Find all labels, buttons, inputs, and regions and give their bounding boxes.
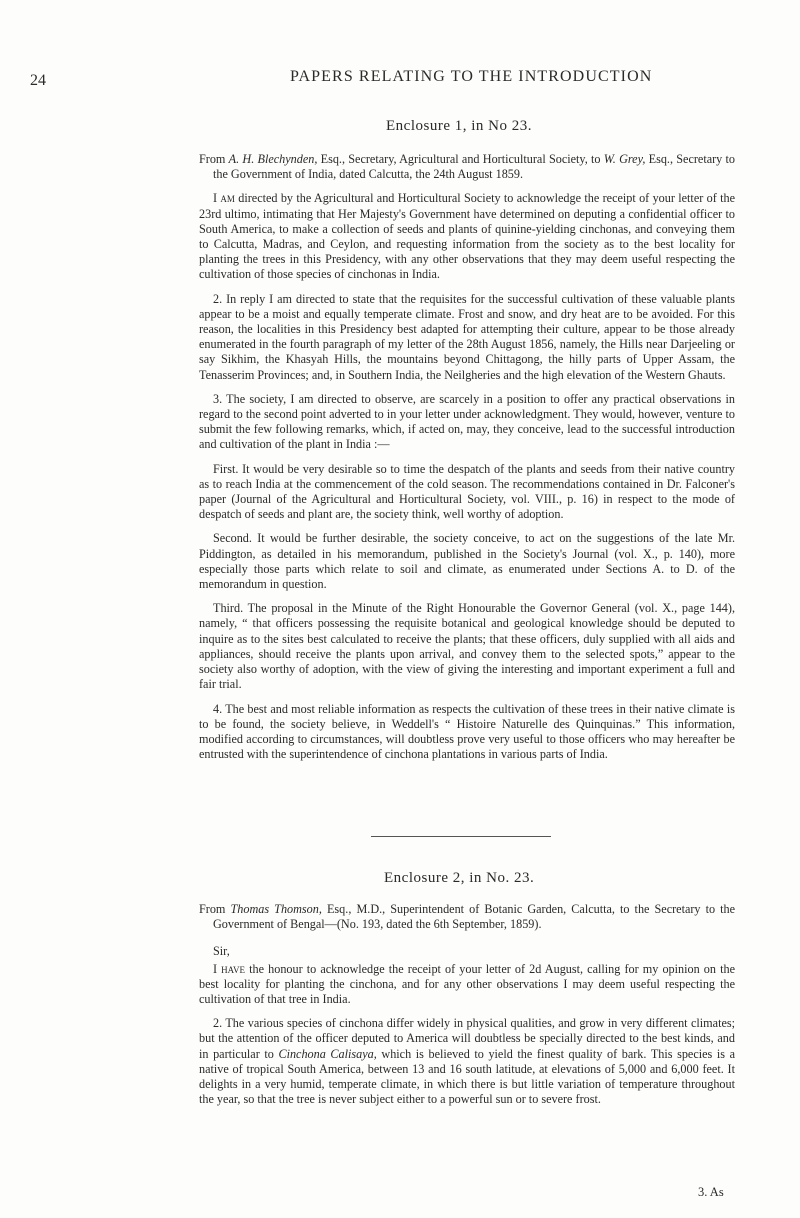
enclosure-1-from-line: [199, 152, 735, 182]
paragraph-2-text-a: 2. The various species of cinchona differ widely in physical qualities, and grow in very different climates; but the attention of the officer deputed to America will doubtless be specially directed to the best kinds, and in particular to: [199, 1016, 735, 1061]
paragraph-4: 4. The best and most reliable information as respects the cultivation of these trees in their native climate is to be found, the society believe, in Weddell's “ Histoire Naturelle des Quinquinas.” This information, modified according to circumstances, will doubtless prove very useful to those officers who may hereafter be entrusted with the superintendence of cinchona plantations in various parts of India.: [199, 701, 735, 762]
species-name: Cinchona Calisaya,: [278, 1046, 377, 1061]
sender-title: Esq.,: [321, 902, 357, 916]
sender-role: , Superintendent of Botanic Garden, Calcutta, to the Secretary to the Government of Bengal—(No. 193, dated the 6th September, 1859).: [213, 902, 736, 932]
paragraph-2: [199, 1016, 735, 1107]
paragraph-2-text-b: which is believed to yield the finest quality of bark. This species is a native of tropical South America, between 13 and 16 south latitude, at elevations of 5,000 and 6,000 feet. It delights in a very humid, temperate climate, in which there is but little variation of temperature throughout the year, so that the tree is never subject either to a powerful sun or to severe frost.: [199, 1046, 735, 1107]
paragraph-second: Second. It would be further desirable, the society conceive, to act on the suggestions of the late Mr. Piddington, as detailed in his memorandum, published in the Society's Journal (vol. X., p. 140), more especially those parts which relate to soil and climate, as enumerated under Sections A. to D. of the memorandum in question.: [199, 531, 735, 592]
paragraph-1: [199, 962, 735, 1008]
paragraph-first: First. It would be very desirable so to time the despatch of the plants and seeds from their native country as to reach India at the commencement of the cold season. The recommendations contained in Dr. Falconer's paper (Journal of the Agricultural and Horticultural Society, vol. VIII., p. 16) in respect to the mode of despatch of seeds and plant are, the society think, well worthy of adoption.: [199, 461, 735, 522]
paragraph-2: 2. In reply I am directed to state that the requisites for the successful cultivation of these valuable plants appear to be a moist and equally temperate climate. Frost and snow, and dry heat are to be avoided. For this reason, the localities in this Presidency best adapted for attempting their culture, appear to be those already enumerated in the fourth paragraph of my letter of the 28th August 1856, namely, the Hills near Darjeeling or say Sikhim, the Khasyah Hills, the mountains beyond Chittagong, the hilly parts of Upper Assam, the Tenasserim Provinces; and, in Southern India, the Neilgheries and the high elevation of the Western Ghauts.: [199, 291, 735, 382]
enclosure-2-from-line: [199, 902, 735, 932]
opening-words: I am: [213, 191, 235, 206]
running-head: PAPERS RELATING TO THE INTRODUCTION: [290, 68, 653, 85]
recipient-name: W. Grey,: [603, 152, 646, 166]
paragraph-1-text: directed by the Agricultural and Horticultural Society to acknowledge the receipt of your letter of the 23rd ultimo, intimating that Her Majesty's Government have determined on deputing a confidential officer to South America, to make a collection of seeds and plants of quinine-yielding cinchonas, and conveying them to Calcutta, Madras, and Ceylon, and requesting information from the society as to the best locality for planting the trees in this Presidency, with any other observations that they may deem useful respecting the cultivation of those species of cinchonas in India.: [199, 191, 736, 282]
paragraph-3: 3. The society, I am directed to observe, are scarcely in a position to offer any practical observations in regard to the second point adverted to in your letter under acknowledgment. They would, however, venture to submit the few following remarks, which, if acted on, may, they conceive, lead to the successful introduction and cultivation of the plant in India :—: [199, 391, 735, 452]
sender-title: Esq., Secretary, Agricultural and Horticultural Society, to: [317, 152, 601, 166]
page-number: 24: [30, 72, 46, 89]
section-divider: [371, 836, 551, 837]
degree: M.D.: [356, 902, 383, 916]
from-label: From: [199, 152, 226, 166]
enclosure-1-heading: Enclosure 1, in No 23.: [386, 118, 532, 134]
sender-name: A. H. Blechynden,: [228, 152, 318, 166]
sender-name: Thomas Thomson,: [230, 902, 322, 916]
paragraph-1-text: the honour to acknowledge the receipt of your letter of 2d August, calling for my opinion on the best locality for planting the cinchona, and for any other observations I may deem useful respecting the cultivation of that tree in India.: [199, 961, 735, 1007]
paragraph-1: [199, 191, 735, 282]
paragraph-third: Third. The proposal in the Minute of the Right Honourable the Governor General (vol. X., page 144), namely, “ that officers possessing the requisite botanical and geological knowledge should be deputed to inquire as to the sites best calculated to receive the plants; that these officers, duly supplied with all aids and appliances, should receive the plants upon arrival, and convey them to the selected spots,” appear to the society also worthy of adoption, with the view of giving the interesting and important experiment a full and fair trial.: [199, 601, 735, 692]
recipient-title: Esq., Secretary to the Government of India, dated Calcutta, the 24th August 1859.: [213, 152, 736, 182]
from-label: From: [199, 902, 226, 916]
salutation: Sir,: [213, 944, 230, 959]
enclosure-2-heading: Enclosure 2, in No. 23.: [384, 870, 535, 886]
catchword: 3. As: [698, 1185, 724, 1199]
opening-words: I have: [213, 961, 246, 976]
enclosure-1-body: [199, 152, 735, 771]
enclosure-2-body: [199, 902, 735, 1116]
